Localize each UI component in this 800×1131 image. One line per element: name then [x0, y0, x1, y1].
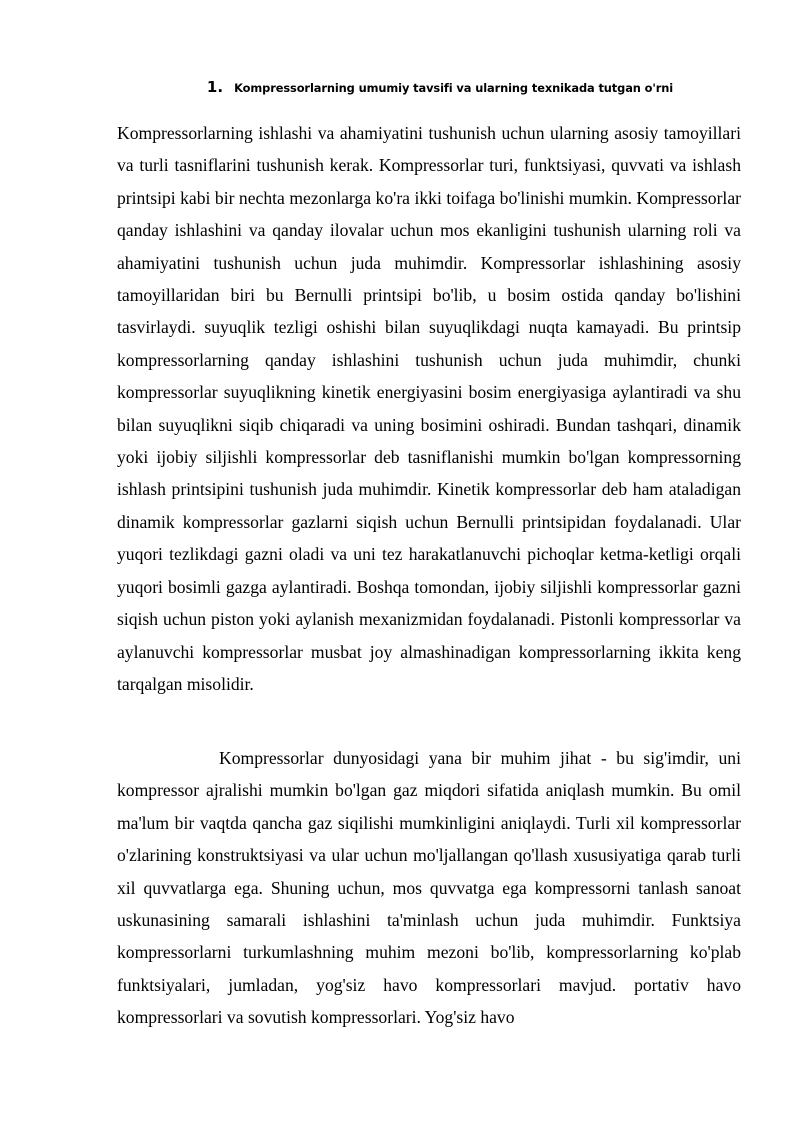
paragraph-1: Kompressorlarning ishlashi va ahamiyatini tushunish uchun ularning asosiy tamoyillari va turli tasniflarini tushunish kerak. Kompressorlar turi, funktsiyasi, quvvati va ishlash printsipi kabi bir nechta mezonlarga ko'ra ikki toifaga bo'linishi mumkin. Kompressorlar qanday ishlashini va qanday ilovalar uchun mos ekanligini tushunish ularning roli va ahamiyatini tushunish uchun juda muhimdir. Kompressorlar ishlashining asosiy tamoyillaridan biri bu Bernulli printsipi bo'lib, u bosim ostida qanday bo'lishini tasvirlaydi. suyuqlik tezligi oshishi bilan suyuqlikdagi nuqta kamayadi. Bu printsip kompressorlarning qanday ishlashini tushunish uchun juda muhimdir, chunki kompressorlar suyuqlikning kinetik energiyasini bosim energiyasiga aylantiradi va shu bilan suyuqlikni siqib chiqaradi va uning bosimini oshiradi. Bundan tashqari, dinamik yoki ijobiy siljishli kompressorlar deb tasniflanishi mumkin bo'lgan kompressorning ishlash printsipini tushunish juda muhimdir. Kinetik kompressorlar deb ham ataladigan dinamik kompressorlar gazlarni siqish uchun Bernulli printsipidan foydalanadi. Ular yuqori tezlikdagi gazni oladi va uni tez harakatlanuvchi pichoqlar ketma-ketligi orqali yuqori bosimli gazga aylantiradi. Boshqa tomondan, ijobiy siljishli kompressorlar gazni siqish uchun piston yoki aylanish mexanizmidan foydalanadi. Pistonli kompressorlar va aylanuvchi kompressorlar musbat joy almashinadigan kompressorlarning ikkita keng tarqalgan misolidir.	[117, 123, 741, 694]
section-heading	[0, 77, 800, 96]
section-number: 1.	[206, 78, 224, 96]
paragraph-2: Kompressorlar dunyosidagi yana bir muhim jihat - bu sig'imdir, uni kompressor ajralishi mumkin bo'lgan gaz miqdori sifatida aniqlash mumkin. Bu omil ma'lum bir vaqtda qancha gaz siqilishi mumkinligini aniqlaydi. Turli xil kompressorlar o'zlarining konstruktsiyasi va ular uchun mo'ljallangan qo'llash xususiyatiga qarab turli xil quvvatlarga ega. Shuning uchun, mos quvvatga ega kompressorni tanlash sanoat uskunasining samarali ishlashini ta'minlash uchun juda muhimdir. Funktsiya kompressorlarni turkumlashning muhim mezoni bo'lib, kompressorlarning ko'plab funktsiyalari, jumladan, yog'siz havo kompressorlari mavjud. portativ havo kompressorlari va sovutish kompressorlari. Yog'siz havo	[117, 748, 741, 1028]
section-title: Kompressorlarning umumiy tavsifi va ularning texnikada tutgan o'rni	[234, 81, 674, 95]
